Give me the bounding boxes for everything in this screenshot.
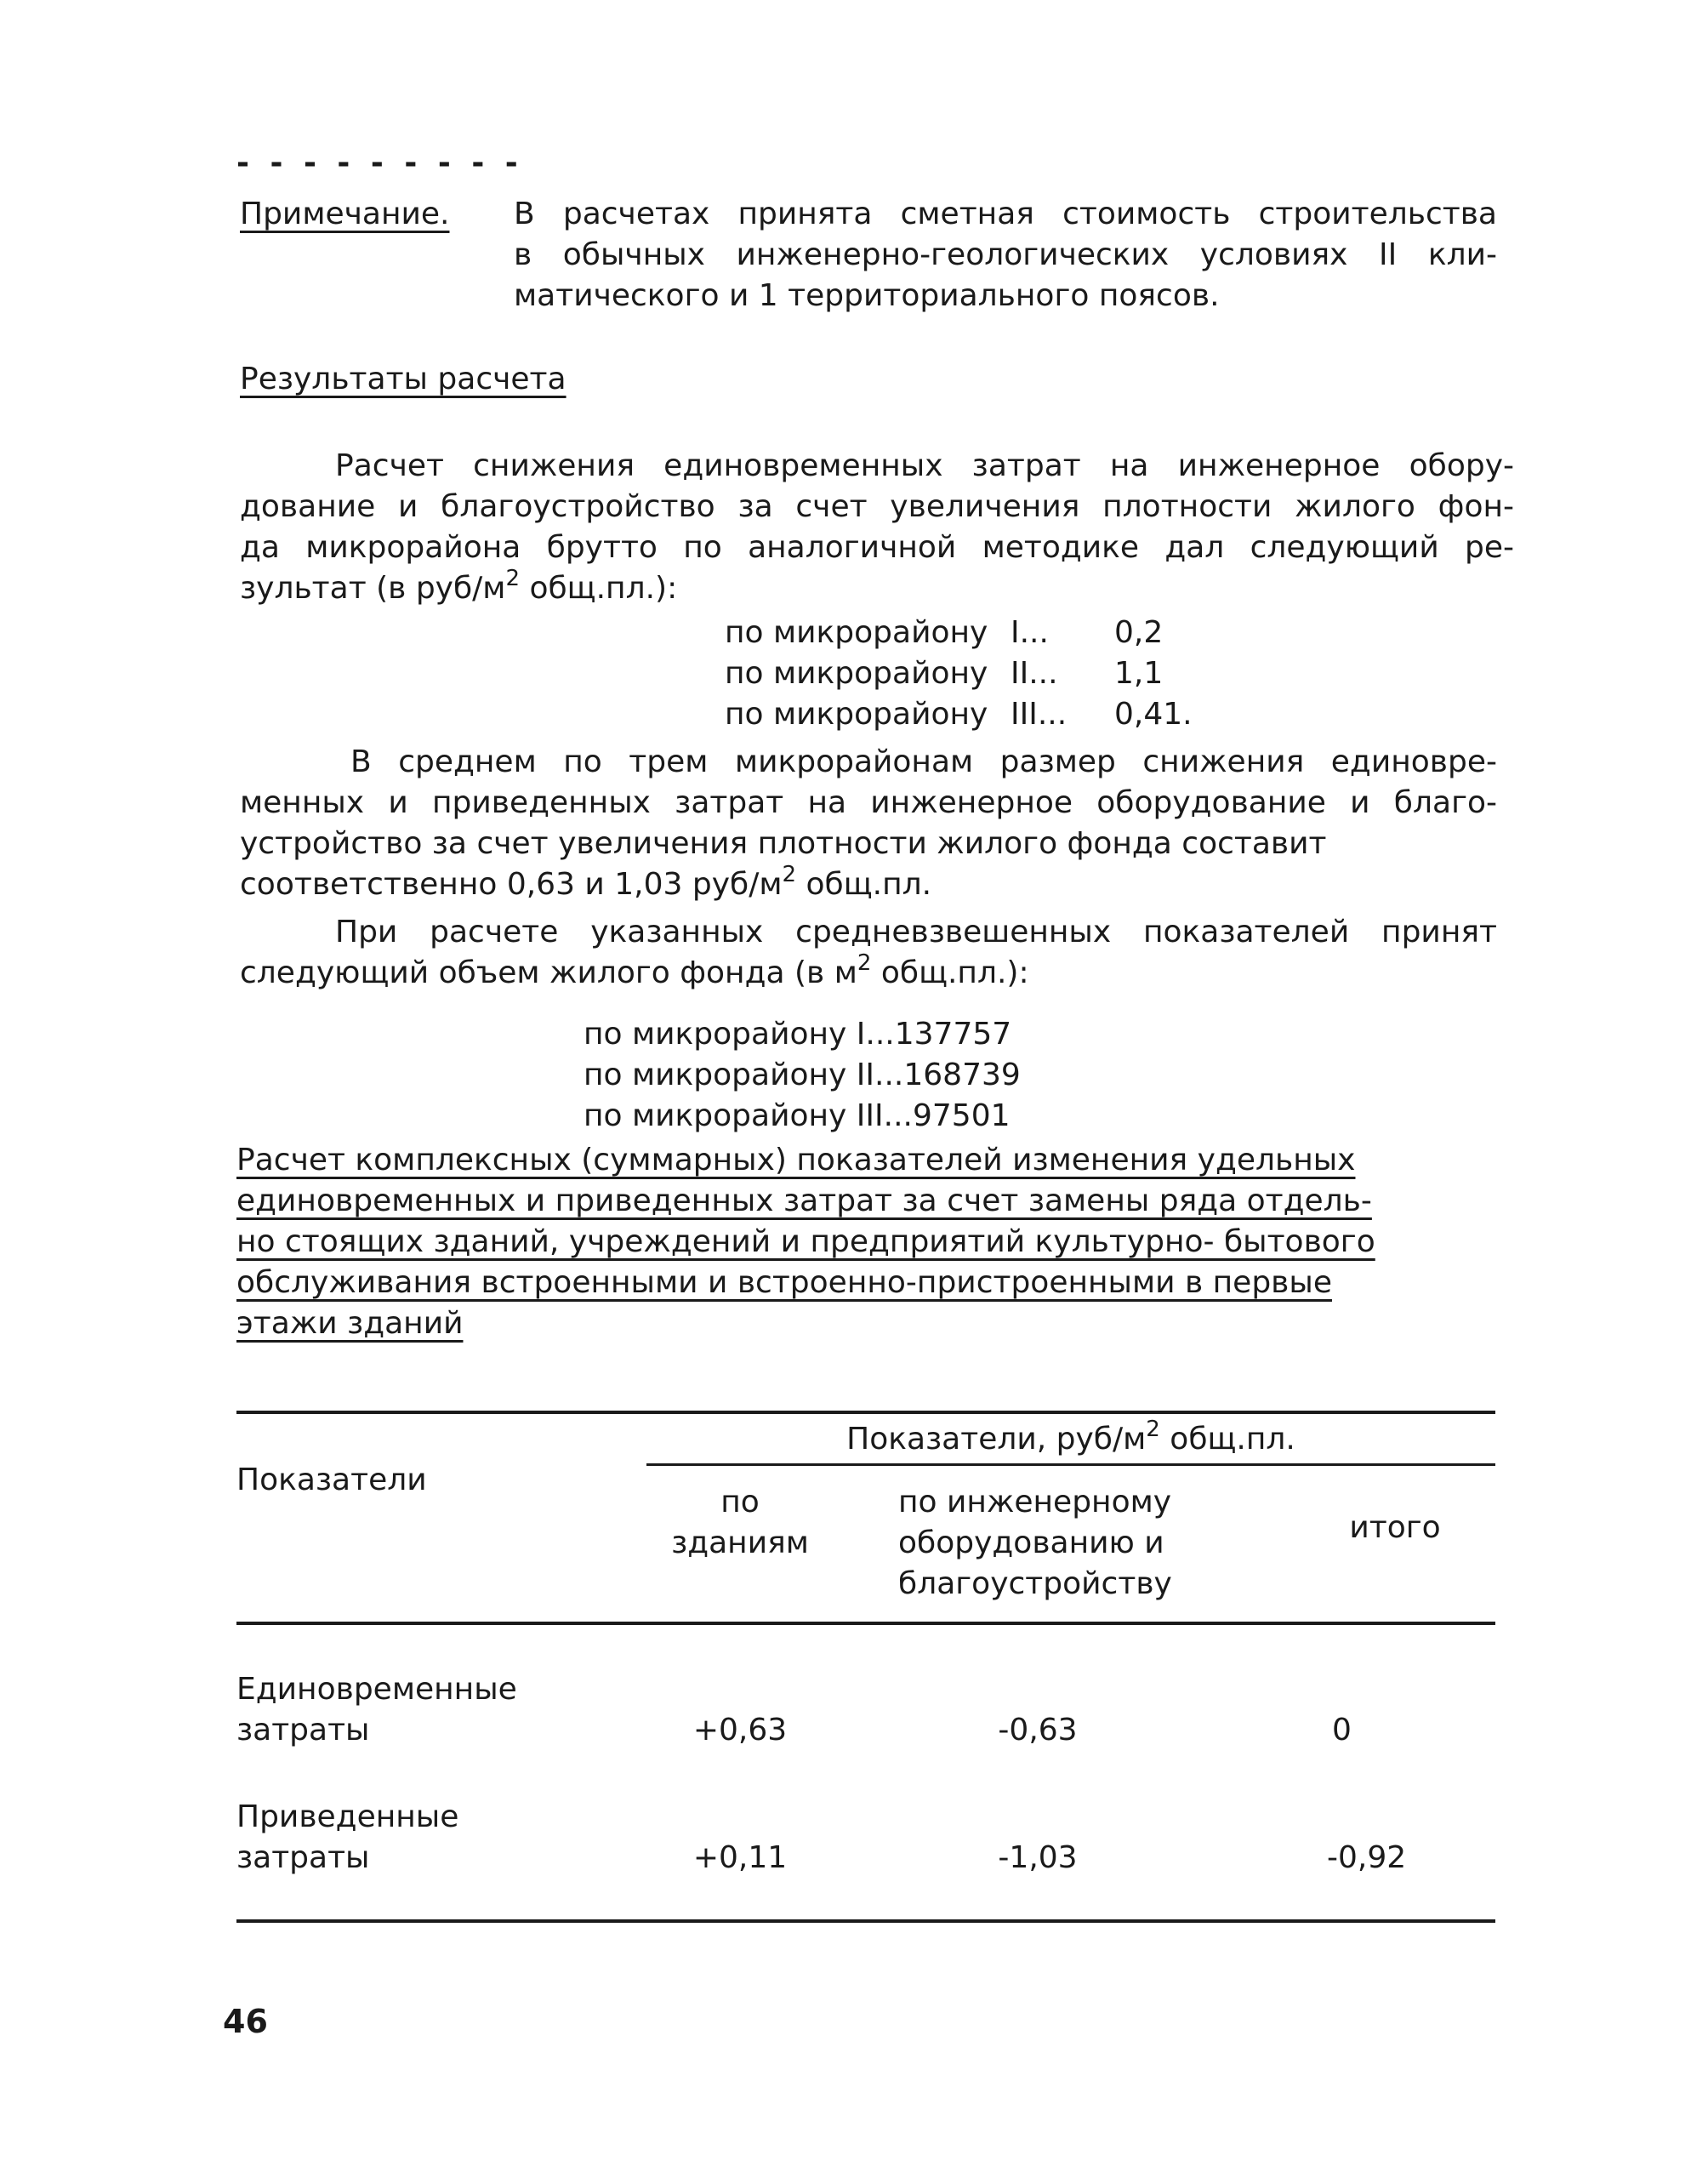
table-header-group: Показатели, руб/$м^2$ общ.пл. (846, 1417, 1295, 1457)
paragraph-2 (240, 742, 1497, 905)
paragraph-1 (240, 446, 1514, 609)
paragraph-line: менных и приведенных затрат на инженерное оборудование и благо- (240, 785, 1497, 820)
list-item: по микрорайону I... 0,2 (725, 615, 1164, 650)
paragraph-line: зультат (в руб/$м^2$ общ.пл.): (240, 566, 678, 606)
paragraph-line: дование и благоустройство за счет увеличения плотности жилого фон- (240, 489, 1514, 524)
paragraph-line: При расчете указанных средневзвешенных показателей принят (335, 915, 1497, 949)
table-cell-buildings: +0,11 (692, 1840, 788, 1875)
list-item: по микрорайону III... 0,41. (725, 697, 1193, 732)
note-line: в обычных инженерно-геологических условиях II кли- (514, 237, 1497, 272)
paragraph-line: В среднем по трем микрорайонам размер снижения единовре- (350, 744, 1497, 779)
table-header-engineering: по инженерному оборудованию и благоустройству (898, 1485, 1172, 1601)
list-item: по микрорайону II... 1,1 (725, 656, 1164, 691)
note-line: В расчетах принята сметная стоимость строительства (514, 197, 1497, 231)
results-heading: Результаты расчета (240, 362, 566, 396)
table-group-rule (646, 1463, 1495, 1466)
note-label: Примечание. (240, 197, 450, 231)
paragraph-line: следующий объем жилого фонда (в $м^2$ общ.пл.): (240, 950, 1029, 990)
note-text (514, 194, 1497, 316)
heading-line: обслуживания встроенными и встроенно-пристроенными в первые (236, 1265, 1332, 1300)
list-item: по микрорайону II...168739 (584, 1058, 1021, 1092)
table-header-buildings: по зданиям (671, 1485, 809, 1560)
paragraph-line: да микрорайона брутто по аналогичной методике дал следующий ре- (240, 530, 1514, 565)
paragraph-3 (240, 912, 1497, 994)
separator-dashes: - - - - - - - - - (236, 145, 523, 180)
table-header-rule (236, 1622, 1495, 1625)
heading-line: но стоящих зданий, учреждений и предприятий культурно- бытового (236, 1224, 1375, 1259)
table-cell-total: 0 (1332, 1713, 1352, 1748)
microdistrict-list-2 (584, 1014, 1021, 1137)
table-bottom-rule (236, 1919, 1495, 1923)
paragraph-line: Расчет снижения единовременных затрат на инженерное обору- (335, 448, 1514, 483)
heading-line: этажи зданий (236, 1306, 464, 1341)
heading-line: единовременных и приведенных затрат за счет замены ряда отдель- (236, 1183, 1372, 1218)
page-number: 46 (223, 2003, 268, 2040)
microdistrict-list-1 (725, 613, 1193, 735)
paragraph-line: устройство за счет увеличения плотности жилого фонда составит (240, 826, 1327, 861)
complex-heading (236, 1140, 1495, 1344)
table-header-total: итого (1349, 1510, 1441, 1545)
list-item: по микрорайону III...97501 (584, 1098, 1011, 1133)
table-header-indicators: Показатели (236, 1463, 427, 1497)
note-line: матического и 1 территориального поясов. (514, 278, 1220, 313)
table-cell-engineering: -1,03 (998, 1840, 1078, 1875)
heading-line: Расчет комплексных (суммарных) показателей изменения удельных (236, 1143, 1356, 1177)
paragraph-line: соответственно 0,63 и 1,03 руб/$м^2$ общ.пл. (240, 862, 932, 902)
list-item: по микрорайону I...137757 (584, 1017, 1012, 1052)
table-row-name: Приведенные затраты (236, 1799, 459, 1875)
table-cell-total: -0,92 (1327, 1840, 1407, 1875)
table-cell-engineering: -0,63 (998, 1713, 1078, 1748)
table-top-rule (236, 1411, 1495, 1414)
table-row-name: Единовременные затраты (236, 1672, 517, 1748)
table-cell-buildings: +0,63 (692, 1713, 788, 1748)
